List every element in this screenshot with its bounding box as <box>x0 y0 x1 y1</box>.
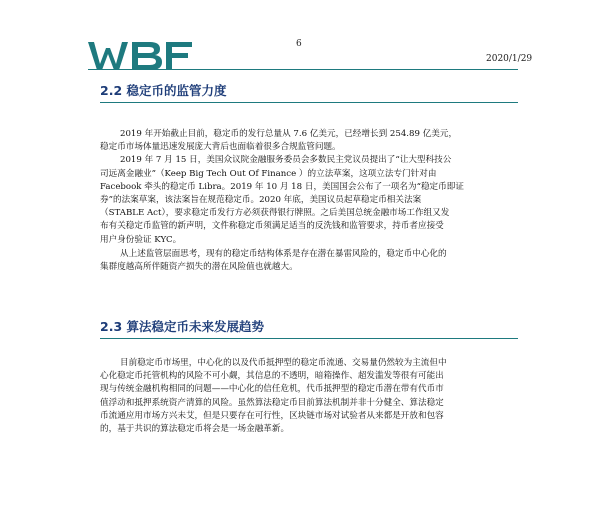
wbf-logo <box>88 38 194 72</box>
text-line: 2019 年 7 月 15 日，美国众议院金融服务委员会多数民主党议员提出了“让大型科技公 <box>120 155 452 166</box>
text-line: 的，基于共识的算法稳定币将会是一场金融革新。 <box>100 424 290 435</box>
section-2-3-paragraph <box>100 357 518 436</box>
text-line: 2019 年开始截止目前，稳定币的发行总量从 7.6 亿美元，已经增长到 254.89 亿美元， <box>120 129 458 139</box>
text-line: 值浮动和抵押系统资产清算的风险。虽然算法稳定币目前算法机制并非十分健全、算法稳定 <box>100 397 444 408</box>
text-line: 稳定币市场体量迅速发展庞大背后也面临着很多合规监管问题。 <box>100 142 341 153</box>
text-line: 目前稳定币市场里，中心化的以及代币抵押型的稳定币流通、交易量仍然较为主流但中 <box>120 358 447 368</box>
text-line: （STABLE Act），要求稳定币发行方必须获得银行牌照。之后美国总统金融市场工作组又发 <box>100 208 450 219</box>
section-2-2-paragraph-4 <box>100 248 518 274</box>
text-line: 布有关稳定币监管的新声明，文件称稳定币须满足适当的反洗钱和监管要求，持币者应接受 <box>100 221 444 232</box>
text-line: Facebook 牵头的稳定币 Libra。2019 年 10 月 18 日，美国国会公布了一项名为“稳定币即证 <box>100 181 464 192</box>
section-2-3-title: 2.3 算法稳定币未来发展趋势 <box>100 319 264 334</box>
header-divider <box>88 69 518 70</box>
text-line: 币流通应用市场方兴未艾，但是只要存在可行性，区块链市场对试验者从来都是开放和包容 <box>100 410 444 421</box>
header-date: 2020/1/29 <box>486 54 533 64</box>
text-line: 现与传统金融机构相同的问题——中心化的信任危机，代币抵押型的稳定币潜在带有代币市 <box>100 384 444 395</box>
text-line: 心化稳定币托管机构的风险不可小觑，其信息的不透明，暗箱操作、超发滥发等很有可能出 <box>100 371 444 382</box>
text-line: 司远离金融业”（Keep Big Tech Out Of Finance ）的立法草案，这项立法专门针对由 <box>100 168 437 179</box>
text-line: 集群度越高所伴随资产损失的潜在风险值也就越大。 <box>100 262 298 273</box>
section-2-3-divider <box>100 338 518 339</box>
text-line: 券”的法案草案，该法案旨在规范稳定币。2020 年底，美国议员起草稳定币相关法案 <box>100 195 422 206</box>
section-2-2-paragraphs-1-3 <box>100 128 518 247</box>
text-line: 从上述监管层面思考，现有的稳定币结构体系是存在潜在暴雷风险的，稳定币中心化的 <box>120 249 447 259</box>
section-2-2-divider <box>100 102 518 103</box>
section-2-2-title: 2.2 稳定币的监管力度 <box>100 83 227 98</box>
page-number: 6 <box>296 39 302 49</box>
text-line: 用户身份验证 KYC。 <box>100 234 182 245</box>
